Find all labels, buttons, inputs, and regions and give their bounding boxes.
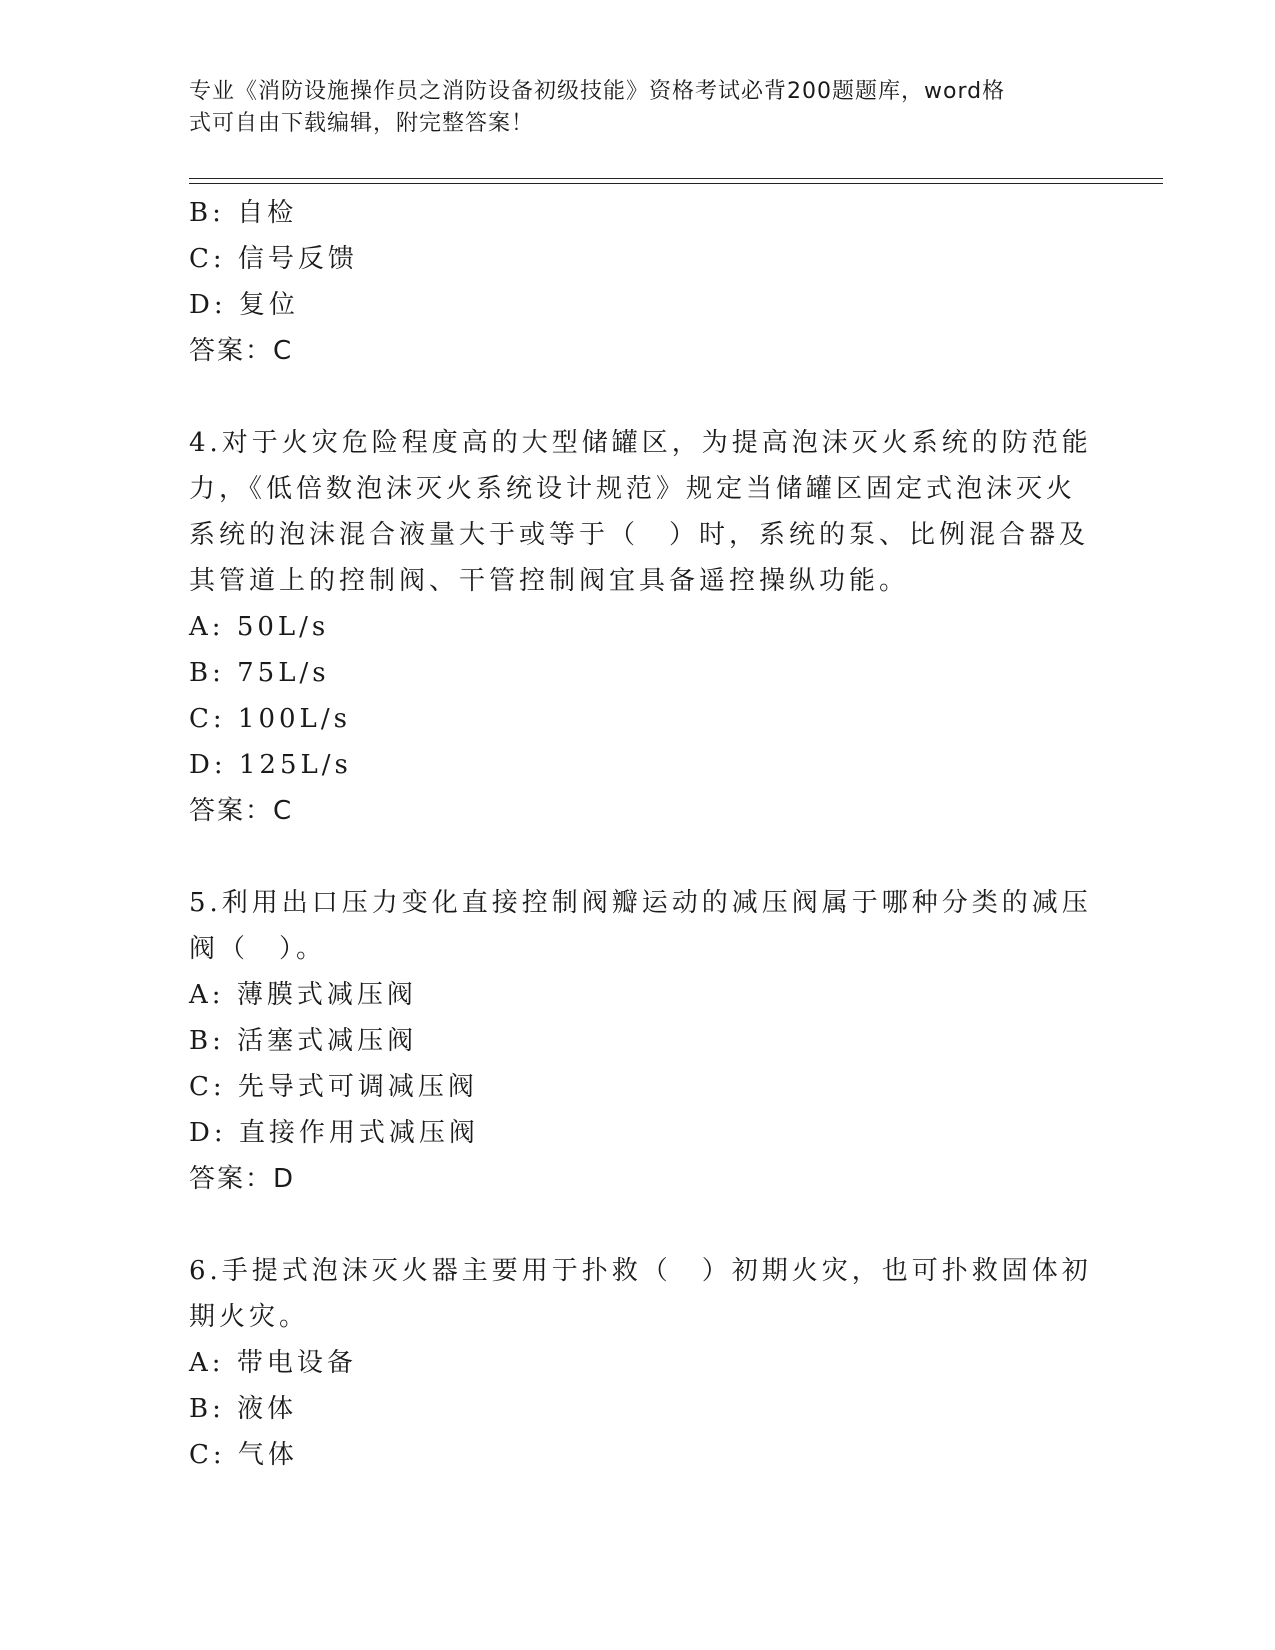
option-letter: C: xyxy=(189,1440,226,1470)
option-letter: D: xyxy=(189,1118,227,1148)
option-text: 复位 xyxy=(238,290,299,320)
option-line xyxy=(189,604,1069,650)
question-spacer xyxy=(189,1202,1069,1248)
option-letter: D: xyxy=(189,750,227,780)
option-letter: D: xyxy=(189,290,227,320)
header-rule-bottom xyxy=(189,183,1163,184)
option-line xyxy=(189,1432,1069,1478)
option-letter: B: xyxy=(189,1026,225,1056)
option-line xyxy=(189,972,1069,1018)
question-spacer xyxy=(189,834,1069,880)
question-text-line: 5.利用出口压力变化直接控制阀瓣运动的减压阀属于哪种分类的减压 xyxy=(189,888,1092,918)
option-text: 自检 xyxy=(237,198,298,228)
question-text-line: 系统的泡沫混合液量大于或等于（ ）时，系统的泵、比例混合器及 xyxy=(189,520,1090,550)
answer-line: 答案：C xyxy=(189,336,294,366)
option-letter: C: xyxy=(189,704,226,734)
option-line xyxy=(189,742,1069,788)
question-text-line: 4.对于火灾危险程度高的大型储罐区，为提高泡沫灭火系统的防范能 xyxy=(189,428,1092,458)
option-line xyxy=(189,696,1069,742)
question-text-line: 其管道上的控制阀、干管控制阀宜具备遥控操纵功能。 xyxy=(189,566,910,596)
header-line-1: 专业《消防设施操作员之消防设备初级技能》资格考试必背200题题库，word格 xyxy=(189,79,1006,104)
option-letter: B: xyxy=(189,198,225,228)
question-text-line: 期火灾。 xyxy=(189,1302,310,1332)
option-letter: C: xyxy=(189,244,226,274)
option-text: 信号反馈 xyxy=(237,244,358,274)
option-line xyxy=(189,1340,1069,1386)
option-text: 液体 xyxy=(237,1394,298,1424)
option-text: 125L/s xyxy=(238,750,352,780)
option-text: 100L/s xyxy=(237,704,351,734)
document-header xyxy=(189,76,1079,140)
option-line xyxy=(189,236,1069,282)
option-letter: A: xyxy=(189,1348,225,1378)
option-letter: A: xyxy=(189,612,225,642)
option-text: 气体 xyxy=(237,1440,298,1470)
question-text-line: 力，《低倍数泡沫灭火系统设计规范》规定当储罐区固定式泡沫灭火 xyxy=(189,474,1077,504)
answer-line: 答案：C xyxy=(189,796,294,826)
option-line xyxy=(189,650,1069,696)
question-spacer xyxy=(189,374,1069,420)
header-line-2: 式可自由下载编辑，附完整答案！ xyxy=(189,111,535,136)
option-text: 50L/s xyxy=(236,612,330,642)
option-text: 先导式可调减压阀 xyxy=(237,1072,478,1102)
option-letter: B: xyxy=(189,1394,225,1424)
option-line xyxy=(189,1018,1069,1064)
question-text-line: 6.手提式泡沫灭火器主要用于扑救（ ）初期火灾，也可扑救固体初 xyxy=(189,1256,1092,1286)
option-text: 带电设备 xyxy=(236,1348,357,1378)
question-list xyxy=(189,190,1092,1478)
option-line xyxy=(189,1110,1069,1156)
answer-line: 答案：D xyxy=(189,1164,296,1194)
option-letter: B: xyxy=(189,658,225,688)
option-text: 薄膜式减压阀 xyxy=(236,980,417,1010)
option-line xyxy=(189,282,1069,328)
question-text-line: 阀（ ）。 xyxy=(189,934,327,964)
option-letter: C: xyxy=(189,1072,226,1102)
option-line xyxy=(189,190,1069,236)
option-text: 直接作用式减压阀 xyxy=(238,1118,479,1148)
option-text: 75L/s xyxy=(237,658,330,688)
header-rule-top xyxy=(189,178,1163,179)
option-text: 活塞式减压阀 xyxy=(237,1026,418,1056)
option-line xyxy=(189,1064,1069,1110)
option-line xyxy=(189,1386,1069,1432)
option-letter: A: xyxy=(189,980,225,1010)
